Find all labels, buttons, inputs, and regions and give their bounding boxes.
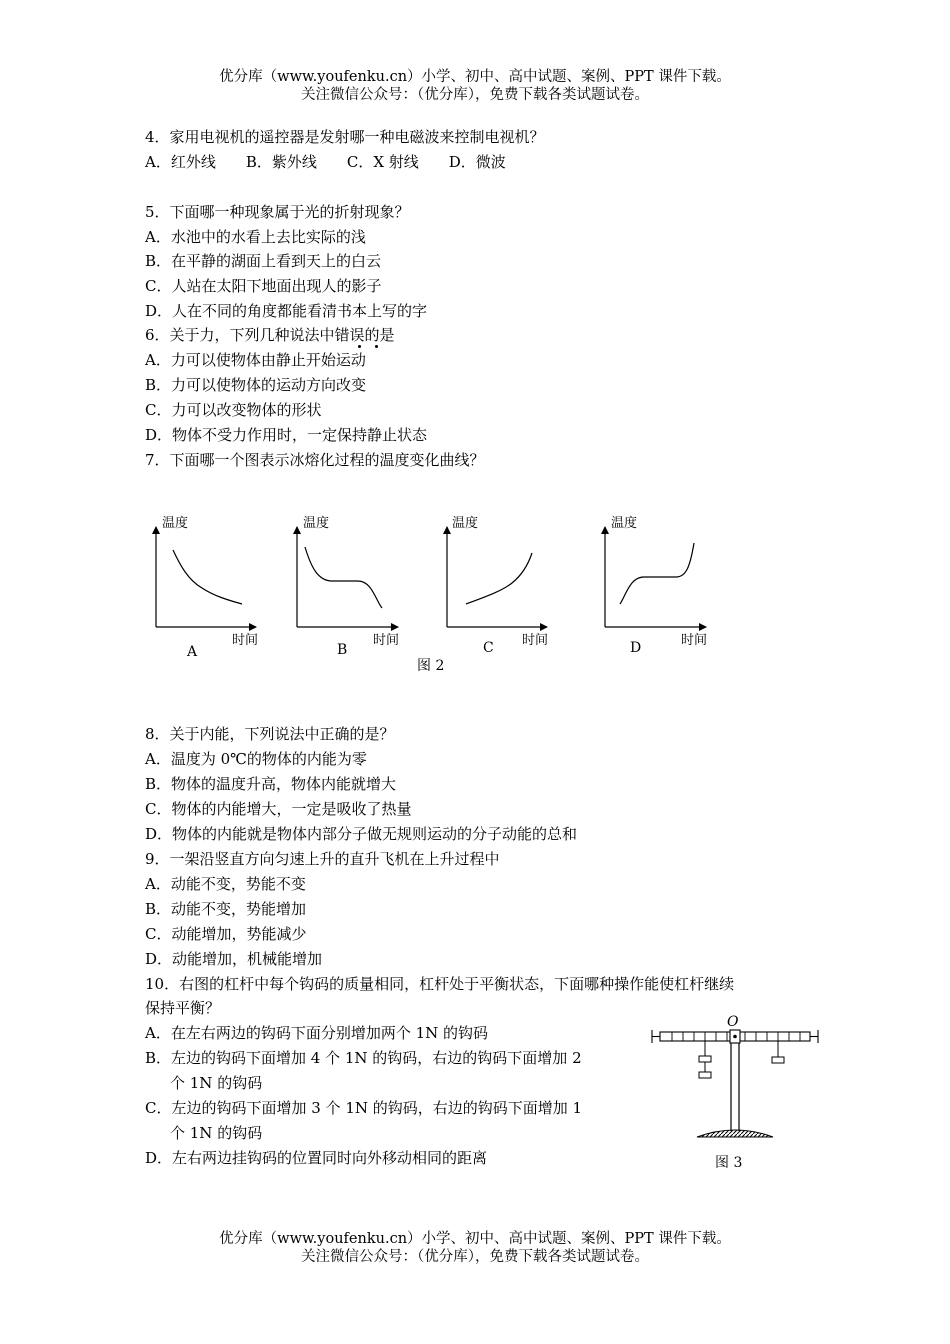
q5-stem: 5．下面哪一种现象属于光的折射现象？ <box>145 203 410 221</box>
q6-option-a: A．力可以使物体由静止开始运动 <box>145 351 366 369</box>
q10-stem-line-1: 10．右图的杠杆中每个钩码的质量相同，杠杆处于平衡状态，下面哪种操作能使杠杆继续 <box>145 975 735 993</box>
pivot-label: O <box>727 1014 739 1030</box>
y-axis-label: 温度 <box>452 516 479 531</box>
q5-option-a: A．水池中的水看上去比实际的浅 <box>145 228 366 246</box>
footer-line-1: 优分库（www.youfenku.cn）小学、初中、高中试题、案例、PPT 课件下载。 <box>219 1231 731 1247</box>
pivot-point <box>733 1035 737 1039</box>
y-axis-label: 温度 <box>303 516 330 531</box>
q10-option-c-line-1: C．左边的钩码下面增加 3 个 1N 的钩码，右边的钩码下面增加 1 <box>145 1099 583 1117</box>
q10-option-a: A．在左右两边的钩码下面分别增加两个 1N 的钩码 <box>145 1024 489 1042</box>
q6-option-b: B．力可以使物体的运动方向改变 <box>145 376 367 394</box>
curve-c <box>466 553 532 604</box>
q6-option-c: C．力可以改变物体的形状 <box>145 401 322 419</box>
q5-option-c: C．人站在太阳下地面出现人的影子 <box>145 277 382 295</box>
q4-stem: 4．家用电视机的遥控器是发射哪一种电磁波来控制电视机？ <box>145 128 545 146</box>
graph-b <box>297 515 399 658</box>
figure-3-caption: 图 3 <box>715 1155 743 1171</box>
graph-a <box>156 515 258 660</box>
q9-option-d: D．动能增加，机械能增加 <box>145 950 323 968</box>
q9-option-c: C．动能增加，势能减少 <box>145 925 307 943</box>
q10-stem-line-2: 保持平衡？ <box>145 999 221 1017</box>
graph-d <box>605 515 707 656</box>
q8-option-c: C．物体的内能增大，一定是吸收了热量 <box>145 800 412 818</box>
left-weight <box>699 1056 711 1062</box>
header-line-1: 优分库（www.youfenku.cn）小学、初中、高中试题、案例、PPT 课件下载。 <box>219 69 731 85</box>
q7-stem: 7．下面哪一个图表示冰熔化过程的温度变化曲线？ <box>145 451 485 469</box>
q6-stem: 6．关于力，下列几种说法中错误的是 <box>145 326 395 344</box>
graph-label-b: B <box>337 642 348 658</box>
y-axis-label: 温度 <box>611 516 638 531</box>
q8-option-d: D．物体的内能就是物体内部分子做无规则运动的分子动能的总和 <box>145 825 578 843</box>
curve-d <box>620 543 694 604</box>
emphasis-dot <box>375 345 378 348</box>
curve-a <box>173 550 242 604</box>
curve-b <box>305 547 382 608</box>
q5-option-d: D．人在不同的角度都能看清书本上写的字 <box>145 302 428 320</box>
graph-label-d: D <box>630 640 642 656</box>
right-weight <box>772 1057 784 1063</box>
q8-stem: 8．关于内能，下列说法中正确的是？ <box>145 725 395 743</box>
figure-3 <box>645 1010 820 1175</box>
graph-label-a: A <box>187 644 198 660</box>
x-axis-label: 时间 <box>522 633 549 648</box>
q6-option-d: D．物体不受力作用时，一定保持静止状态 <box>145 426 428 444</box>
q4-options: A．红外线 B．紫外线 C．X 射线 D．微波 <box>145 153 506 171</box>
q10-option-d: D．左右两边挂钩码的位置同时向外移动相同的距离 <box>145 1149 488 1167</box>
q10-option-c-line-2: 个 1N 的钩码 <box>170 1124 263 1142</box>
q5-option-b: B．在平静的湖面上看到天上的白云 <box>145 252 382 270</box>
x-axis-label: 时间 <box>373 633 400 648</box>
q9-option-b: B．动能不变，势能增加 <box>145 900 307 918</box>
q9-stem: 9．一架沿竖直方向匀速上升的直升飞机在上升过程中 <box>145 850 500 868</box>
graph-c <box>447 515 548 656</box>
header-line-2: 关注微信公众号：（优分库），免费下载各类试题试卷。 <box>301 87 649 103</box>
x-axis-label: 时间 <box>681 633 708 648</box>
q9-option-a: A．动能不变，势能不变 <box>145 875 306 893</box>
q10-option-b-line-2: 个 1N 的钩码 <box>170 1074 263 1092</box>
q10-option-b-line-1: B．左边的钩码下面增加 4 个 1N 的钩码，右边的钩码下面增加 2 <box>145 1049 582 1067</box>
q8-option-b: B．物体的温度升高，物体内能就增大 <box>145 775 397 793</box>
q8-option-a: A．温度为 0℃的物体的内能为零 <box>145 750 367 768</box>
figure-2-caption: 图 2 <box>417 658 445 674</box>
graph-label-c: C <box>483 640 494 656</box>
emphasis-dot <box>358 345 361 348</box>
stand-base <box>697 1130 773 1137</box>
left-weight <box>699 1072 711 1078</box>
footer-line-2: 关注微信公众号：（优分库），免费下载各类试题试卷。 <box>301 1249 649 1265</box>
x-axis-label: 时间 <box>232 633 259 648</box>
y-axis-label: 温度 <box>162 516 189 531</box>
figure-2 <box>140 505 720 680</box>
